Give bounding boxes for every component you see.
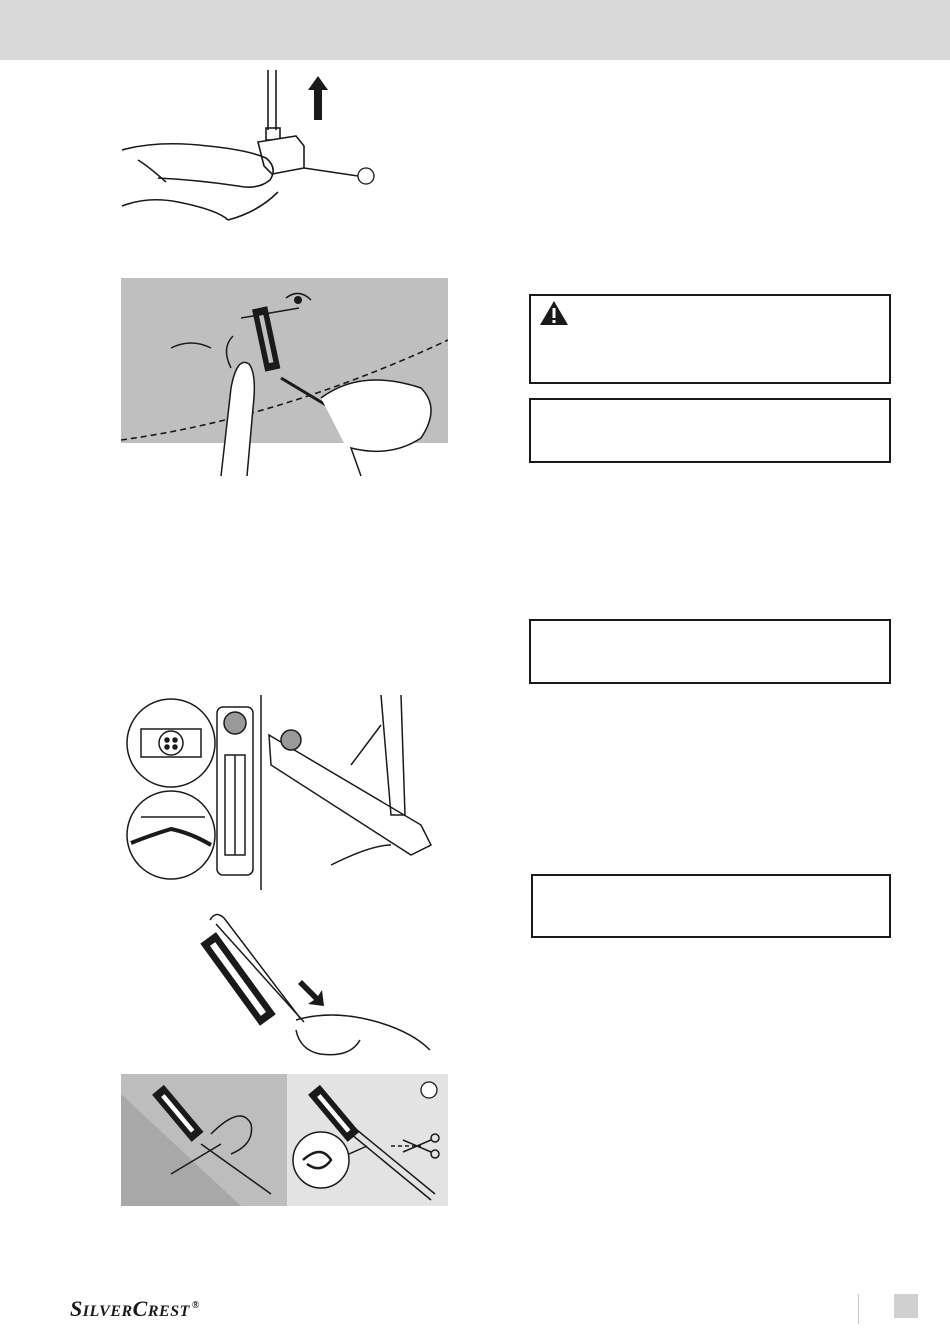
header-band bbox=[0, 0, 950, 60]
arrow-down-icon bbox=[298, 980, 324, 1006]
warning-triangle-icon bbox=[539, 300, 569, 326]
footer-divider bbox=[858, 1294, 859, 1324]
brand-logo: S ILVER C REST ® bbox=[70, 1296, 200, 1321]
note-box-1 bbox=[529, 398, 891, 463]
buttonhole-foot-figure bbox=[121, 695, 451, 890]
callout-marker bbox=[358, 168, 374, 184]
note-box-2 bbox=[529, 619, 891, 684]
note-box-3 bbox=[531, 874, 891, 938]
arrow-up-icon bbox=[308, 76, 328, 120]
page-marker bbox=[894, 1294, 918, 1318]
presser-lift-figure bbox=[118, 70, 388, 230]
pull-thread-figure bbox=[200, 910, 450, 1060]
pin-head bbox=[294, 296, 302, 304]
seam-ripper-figure bbox=[121, 278, 448, 478]
tie-off-figure bbox=[121, 1074, 448, 1206]
callout-marker bbox=[421, 1082, 437, 1098]
warning-note-box bbox=[529, 294, 891, 384]
